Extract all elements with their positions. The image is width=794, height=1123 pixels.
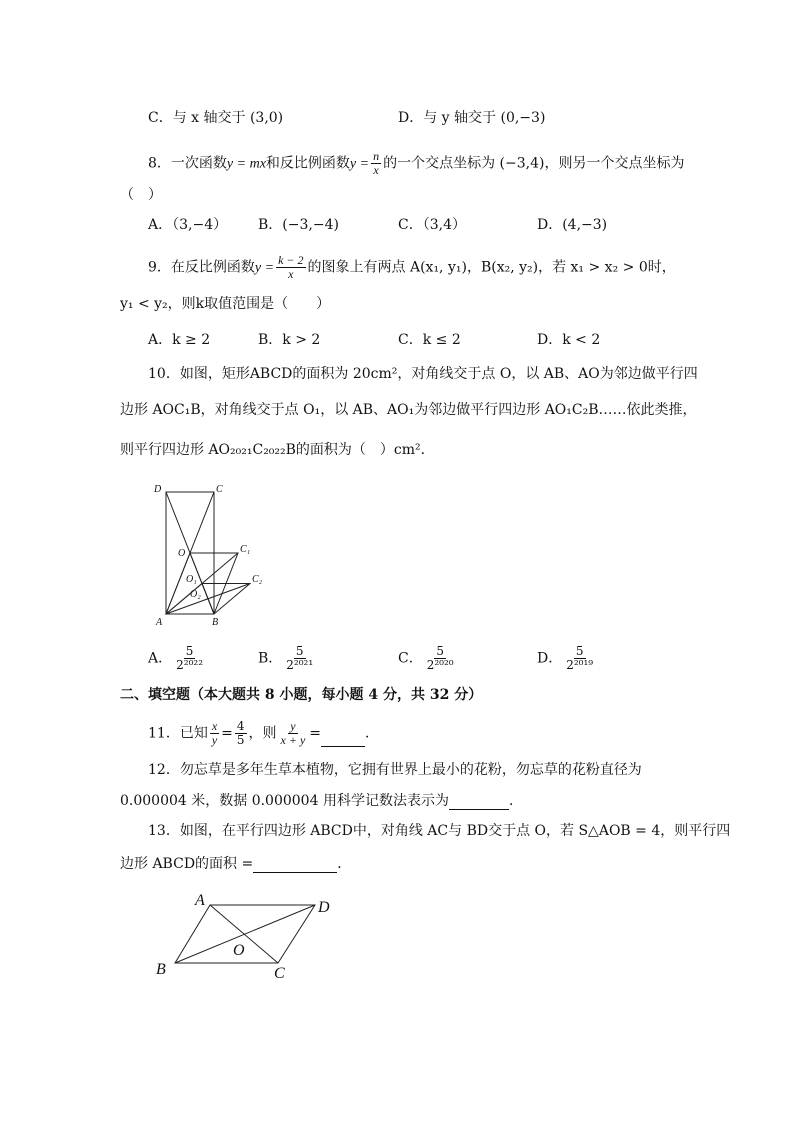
label-d: D bbox=[154, 484, 162, 495]
q10-rectangle-diagram bbox=[150, 482, 280, 630]
q8-text-post: 的一个交点坐标为 (−3,4)，则另一个交点坐标为 bbox=[383, 155, 685, 172]
q13-line1: 13．如图，在平行四边形 ABCD中，对角线 AC与 BD交于点 O，若 S△AOB = 4，则平行四 bbox=[148, 823, 731, 839]
q10-option-d-num: 5 bbox=[575, 644, 584, 658]
q11-text-mid: ，则 bbox=[248, 725, 277, 742]
q9-line2: y₁ < y₂，则k取值范围是（ ） bbox=[120, 296, 331, 312]
q9-text-post: 的图象上有两点 A(x₁, y₁)，B(x₂, y₂)，若 x₁ > x₂ > 0时， bbox=[307, 259, 676, 276]
q8-option-d: D．(4,−3) bbox=[537, 217, 608, 233]
q10-option-a-num: 5 bbox=[185, 644, 194, 658]
q11-text-pre: 11．已知 bbox=[148, 725, 208, 742]
q10-option-c bbox=[398, 645, 458, 672]
q8-formula-1: y = mx bbox=[226, 156, 266, 172]
label-o: O bbox=[233, 942, 245, 959]
q9-option-b: B．k > 2 bbox=[258, 332, 321, 348]
q11-stem bbox=[148, 720, 379, 747]
q7-option-c: C．与 x 轴交于 (3,0) bbox=[148, 110, 284, 126]
q13-line2 bbox=[120, 855, 351, 873]
q13-answer-blank[interactable] bbox=[253, 858, 337, 873]
q10-option-c-num: 5 bbox=[436, 644, 444, 658]
diagonal-bd bbox=[175, 905, 315, 963]
label-a: A bbox=[156, 617, 163, 628]
q10-option-d bbox=[537, 645, 597, 672]
q8-option-c: C．（3,4） bbox=[398, 217, 466, 233]
q10-option-c-fraction bbox=[425, 645, 456, 672]
q10-option-b-num: 5 bbox=[295, 644, 304, 658]
q10-option-d-den: 2²⁰¹⁹ bbox=[566, 658, 594, 672]
q11-fraction-b bbox=[235, 720, 247, 747]
q8-option-a: A．（3,−4） bbox=[148, 217, 228, 233]
q11-fraction-b-num: 4 bbox=[236, 719, 245, 733]
q9-option-a: A．k ≥ 2 bbox=[148, 332, 211, 348]
q11-equals: = bbox=[221, 725, 233, 742]
q12-line2 bbox=[120, 792, 523, 810]
q9-fraction-den: x bbox=[288, 267, 294, 281]
q11-text-end: ． bbox=[365, 725, 380, 742]
q11-fraction-a-num: x bbox=[211, 719, 218, 733]
segment-o1b bbox=[202, 584, 214, 615]
q10-option-b-letter: B． bbox=[258, 650, 283, 667]
q10-option-a bbox=[148, 645, 207, 672]
q13-parallelogram-diagram bbox=[150, 888, 350, 984]
q8-fraction-den: x bbox=[373, 163, 379, 177]
q9-stem bbox=[148, 254, 676, 281]
label-b: B bbox=[156, 961, 166, 978]
q10-option-b-den: 2²⁰²¹ bbox=[286, 658, 314, 672]
label-c2: C₂ bbox=[252, 574, 263, 585]
q9-option-d: D．k < 2 bbox=[537, 332, 601, 348]
label-o: O bbox=[178, 548, 186, 559]
label-d: D bbox=[318, 899, 330, 916]
q8-text-pre: 8．一次函数 bbox=[148, 155, 227, 172]
q12-line2-text: 0.000004 米，数据 0.000004 用科学记数法表示为 bbox=[120, 793, 449, 809]
q11-fraction-a-den: y bbox=[211, 733, 218, 747]
label-o2: O₂ bbox=[190, 589, 201, 600]
q8-fraction bbox=[371, 150, 381, 177]
q10-option-c-den: 2²⁰²⁰ bbox=[426, 658, 454, 672]
q8-stem bbox=[148, 150, 684, 177]
q10-option-a-fraction bbox=[174, 645, 205, 672]
q9-text-pre: 9．在反比例函数 bbox=[148, 259, 255, 276]
q11-text-post: = bbox=[309, 725, 322, 742]
q10-line2: 边形 AOC₁B，对角线交于点 O₁，以 AB、AO₁为邻边做平行四边形 AO₁C₂B……依此类推， bbox=[120, 402, 697, 418]
q8-answer-paren: （ ） bbox=[120, 187, 162, 203]
q13-line2-text: 边形 ABCD的面积 = bbox=[120, 856, 254, 872]
label-a: A bbox=[195, 892, 205, 909]
q12-text-end: ． bbox=[508, 793, 523, 809]
q10-option-a-den: 2²⁰²² bbox=[176, 658, 204, 672]
section-2-heading: 二、填空题（本大题共 8 小题，每小题 4 分，共 32 分） bbox=[120, 687, 483, 703]
q9-fraction bbox=[276, 254, 305, 281]
q12-answer-blank[interactable] bbox=[449, 795, 509, 810]
q11-fraction-c-num: y bbox=[290, 719, 296, 733]
q10-option-d-fraction bbox=[564, 645, 595, 672]
q13-text-end: ． bbox=[337, 856, 352, 872]
label-o1: O₁ bbox=[186, 574, 197, 585]
label-c: C bbox=[274, 965, 285, 982]
q9-fraction-num: k − 2 bbox=[278, 253, 304, 267]
q8-option-b: B．(−3,−4) bbox=[258, 217, 339, 233]
q11-fraction-a bbox=[210, 720, 219, 747]
label-b: B bbox=[212, 617, 219, 628]
q10-line3: 则平行四边形 AO₂₀₂₁C₂₀₂₂B的面积为（ ）cm²． bbox=[120, 442, 435, 458]
q10-option-c-letter: C． bbox=[398, 650, 423, 667]
q8-fraction-num: n bbox=[373, 149, 380, 163]
q8-text-mid: 和反比例函数 bbox=[265, 155, 350, 172]
q10-option-b bbox=[258, 645, 317, 672]
q10-option-d-letter: D． bbox=[537, 650, 563, 667]
q9-formula-lhs: y = bbox=[254, 260, 275, 276]
label-c: C bbox=[216, 484, 223, 495]
q10-option-b-fraction bbox=[284, 645, 315, 672]
q10-option-a-letter: A． bbox=[148, 650, 173, 667]
q8-formula-2-lhs: y = bbox=[349, 156, 370, 172]
q12-line1: 12．勿忘草是多年生草本植物，它拥有世界上最小的花粉，勿忘草的花粉直径为 bbox=[148, 762, 642, 778]
q10-line1: 10．如图，矩形ABCD的面积为 20cm²，对角线交于点 O，以 AB、AO为邻边做平行四 bbox=[148, 366, 698, 382]
q11-answer-blank[interactable] bbox=[321, 732, 365, 747]
q11-fraction-b-den: 5 bbox=[236, 733, 245, 747]
q9-option-c: C．k ≤ 2 bbox=[398, 332, 461, 348]
q7-option-d: D．与 y 轴交于 (0,−3) bbox=[398, 110, 546, 126]
q11-fraction-c bbox=[279, 720, 308, 747]
label-c1: C₁ bbox=[240, 544, 251, 555]
q11-fraction-c-den: x + y bbox=[280, 733, 306, 747]
